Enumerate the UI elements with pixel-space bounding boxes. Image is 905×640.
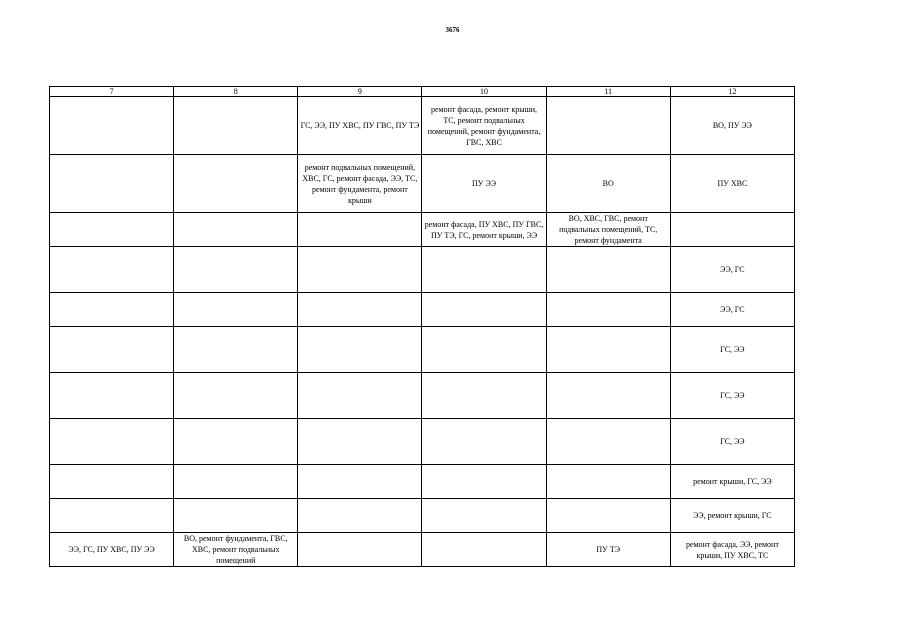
- table-cell: [174, 373, 298, 419]
- table-cell: [298, 327, 422, 373]
- page-number: 3676: [445, 26, 460, 34]
- table-cell: [298, 465, 422, 499]
- column-header: 10: [422, 87, 546, 97]
- table-cell: [50, 373, 174, 419]
- table-cell: [50, 247, 174, 293]
- table-cell: [546, 97, 670, 155]
- table-cell: [422, 465, 546, 499]
- column-header: 9: [298, 87, 422, 97]
- table-cell: [546, 373, 670, 419]
- table-cell: [298, 373, 422, 419]
- table-row: [50, 465, 795, 499]
- table-cell: ГС, ЭЭ, ПУ ХВС, ПУ ГВС, ПУ ТЭ: [298, 97, 422, 155]
- table-row: [50, 533, 795, 567]
- table-cell: [422, 499, 546, 533]
- table-cell: ВО, ПУ ЭЭ: [670, 97, 794, 155]
- table-cell: ремонт фасада, ремонт крыши, ТС, ремонт подвальных помещений, ремонт фундамента, ГВС, ХВС: [422, 97, 546, 155]
- table-cell: ПУ ТЭ: [546, 533, 670, 567]
- table-cell: [298, 293, 422, 327]
- table-cell: [174, 327, 298, 373]
- table-cell: [174, 465, 298, 499]
- table-row: [50, 155, 795, 213]
- table-row: [50, 97, 795, 155]
- table-row: [50, 247, 795, 293]
- table-cell: [50, 293, 174, 327]
- works-table: [49, 86, 795, 567]
- table-cell: [50, 327, 174, 373]
- table-cell: [546, 419, 670, 465]
- table-cell: [298, 533, 422, 567]
- table-row: [50, 213, 795, 247]
- table-cell: ГС, ЭЭ: [670, 327, 794, 373]
- table-cell: [670, 213, 794, 247]
- table-row: [50, 373, 795, 419]
- table-cell: ремонт фасада, ПУ ХВС, ПУ ГВС, ПУ ТЭ, ГС, ремонт крыши, ЭЭ: [422, 213, 546, 247]
- table-cell: ПУ ХВС: [670, 155, 794, 213]
- table-cell: ЭЭ, ГС: [670, 293, 794, 327]
- table-cell: [546, 293, 670, 327]
- table-cell: [422, 533, 546, 567]
- table-cell: [174, 155, 298, 213]
- table-row: [50, 327, 795, 373]
- table-cell: [422, 247, 546, 293]
- table-cell: [422, 327, 546, 373]
- table-cell: ЭЭ, ремонт крыши, ГС: [670, 499, 794, 533]
- table-cell: [298, 419, 422, 465]
- table-cell: ВО, ремонт фундамента, ГВС, ХВС, ремонт подвальных помещений: [174, 533, 298, 567]
- table-cell: [50, 155, 174, 213]
- table-cell: ВО: [546, 155, 670, 213]
- table-cell: [546, 499, 670, 533]
- table-cell: [546, 247, 670, 293]
- table-cell: [422, 373, 546, 419]
- table-cell: [50, 419, 174, 465]
- table-cell: ГС, ЭЭ: [670, 373, 794, 419]
- table-cell: [546, 465, 670, 499]
- table-cell: ЭЭ, ГС: [670, 247, 794, 293]
- column-header: 12: [670, 87, 794, 97]
- column-header: 7: [50, 87, 174, 97]
- table-cell: [174, 213, 298, 247]
- table-cell: [174, 419, 298, 465]
- table-row: [50, 419, 795, 465]
- table-row: [50, 293, 795, 327]
- table-cell: ВО, ХВС, ГВС, ремонт подвальных помещений, ТС, ремонт фундамента: [546, 213, 670, 247]
- table-cell: ремонт фасада, ЭЭ, ремонт крыши, ПУ ХВС, ТС: [670, 533, 794, 567]
- table-cell: [174, 499, 298, 533]
- table-cell: [422, 293, 546, 327]
- table-cell: [50, 465, 174, 499]
- table-cell: ремонт крыши, ГС, ЭЭ: [670, 465, 794, 499]
- table-cell: [422, 419, 546, 465]
- table-cell: [174, 97, 298, 155]
- table-cell: [298, 499, 422, 533]
- table-cell: [50, 97, 174, 155]
- table-cell: ПУ ЭЭ: [422, 155, 546, 213]
- table-cell: [546, 327, 670, 373]
- header-row: [50, 87, 795, 97]
- table-cell: ЭЭ, ГС, ПУ ХВС, ПУ ЭЭ: [50, 533, 174, 567]
- table-cell: ремонт подвальных помещений, ХВС, ГС, ремонт фасада, ЭЭ, ТС, ремонт фундамента, ремонт крыши: [298, 155, 422, 213]
- column-header: 8: [174, 87, 298, 97]
- table-cell: [298, 247, 422, 293]
- table-row: [50, 499, 795, 533]
- table-cell: [50, 213, 174, 247]
- table-cell: [50, 499, 174, 533]
- table-cell: ГС, ЭЭ: [670, 419, 794, 465]
- column-header: 11: [546, 87, 670, 97]
- table-cell: [174, 293, 298, 327]
- table-cell: [174, 247, 298, 293]
- table-cell: [298, 213, 422, 247]
